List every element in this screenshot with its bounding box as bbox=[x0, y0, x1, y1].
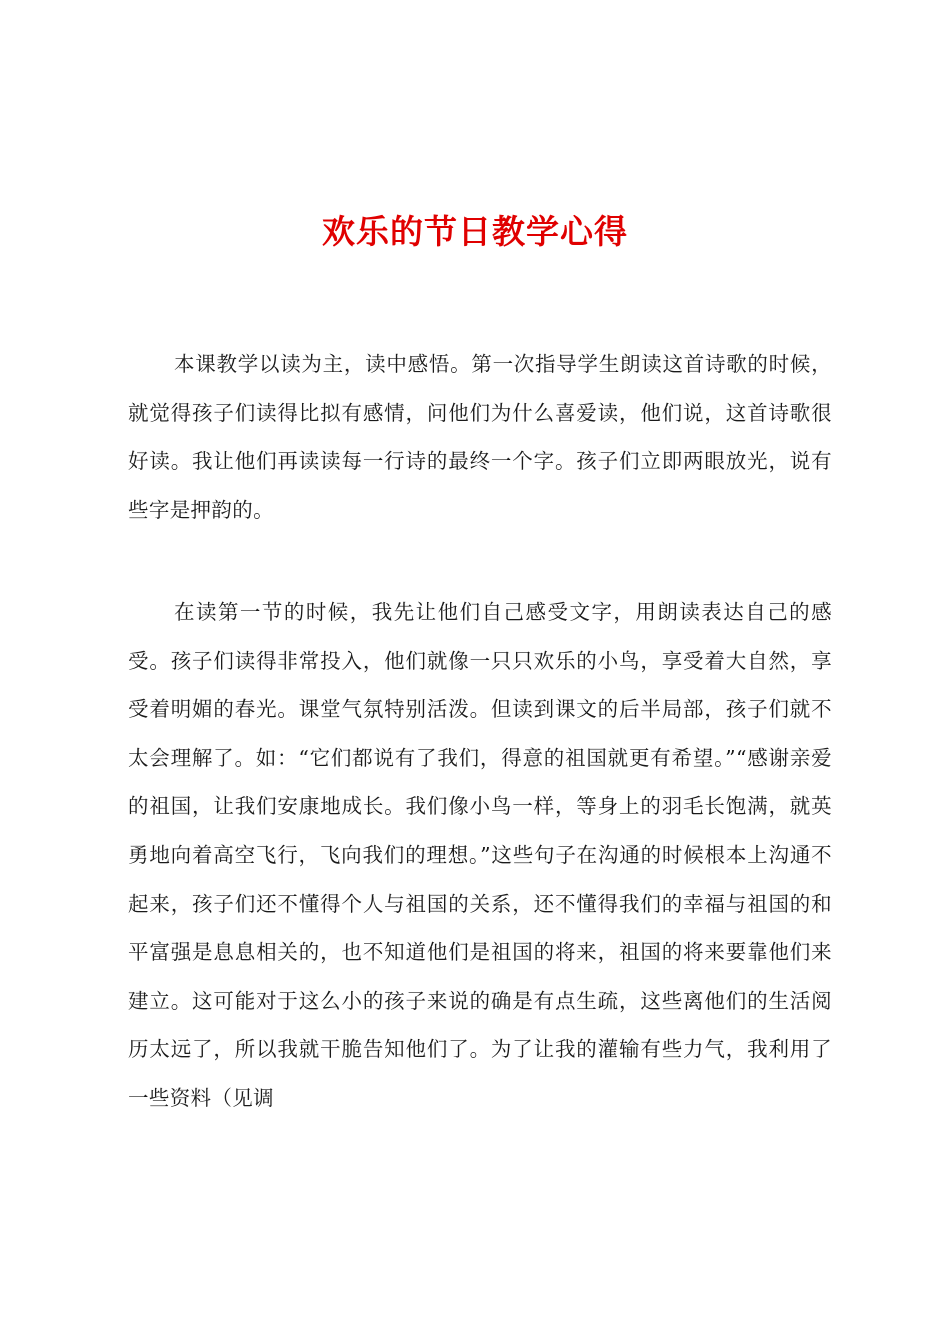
paragraph-1: 本课教学以读为主，读中感悟。第一次指导学生朗读这首诗歌的时候，就觉得孩子们读得比拟有感情，问他们为什么喜爱读，他们说，这首诗歌很好读。我让他们再读读每一行诗的最终一个字。孩子们立即两眼放光，说有些字是押韵的。 bbox=[128, 352, 832, 522]
paragraph-2: 在读第一节的时候，我先让他们自己感受文字，用朗读表达自己的感受。孩子们读得非常投入，他们就像一只只欢乐的小鸟，享受着大自然，享受着明媚的春光。课堂气氛特别活泼。但读到课文的后半局部，孩子们就不太会理解了。如：“它们都说有了我们，得意的祖国就更有希望。”“感谢亲爱的祖国，让我们安康地成长。我们像小鸟一样，等身上的羽毛长饱满，就英勇地向着高空飞行，飞向我们的理想。”这些句子在沟通的时候根本上沟通不起来，孩子们还不懂得个人与祖国的关系，还不懂得我们的幸福与祖国的和平富强是息息相关的，也不知道他们是祖国的将来，祖国的将来要靠他们来建立。这可能对于这么小的孩子来说的确是有点生疏，这些离他们的生活阅历太远了，所以我就干脆告知他们了。为了让我的灌输有些力气，我利用了一些资料（见调 bbox=[128, 600, 832, 1110]
document-title: 欢乐的节日教学心得 bbox=[322, 212, 628, 251]
